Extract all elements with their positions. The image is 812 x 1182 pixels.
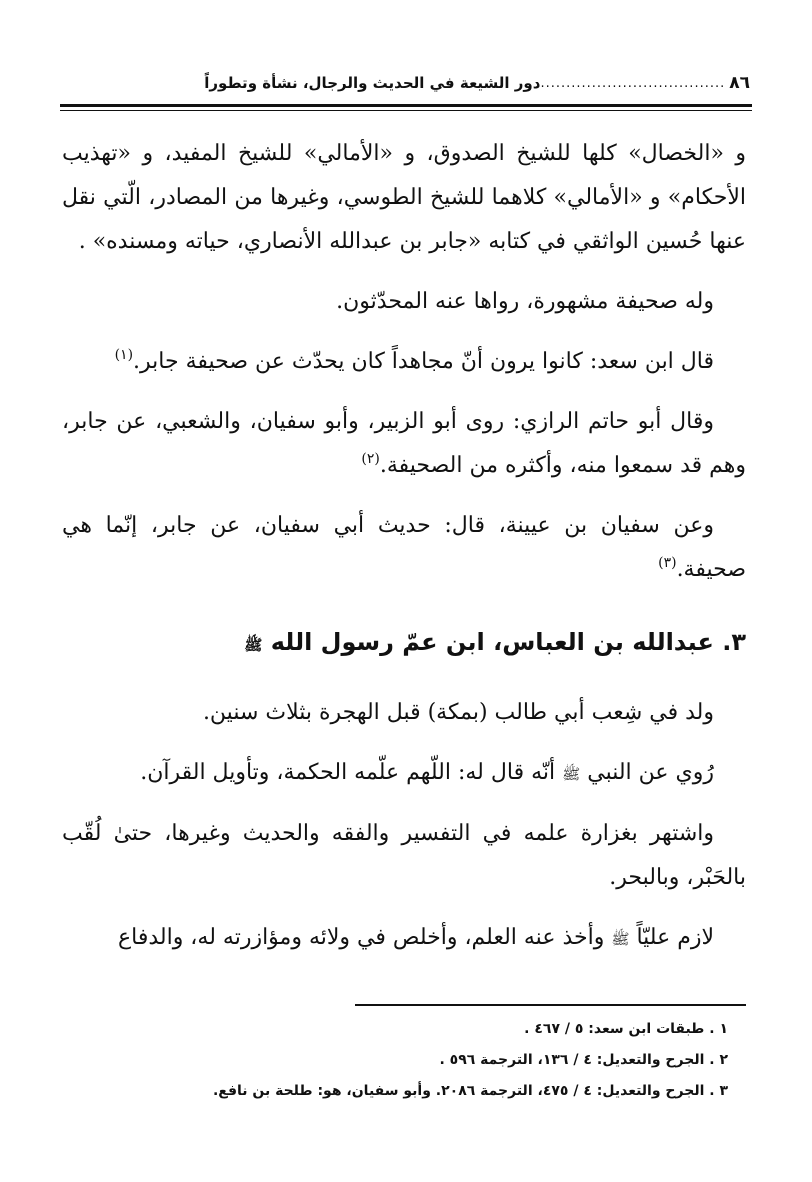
paragraph-text: رُوي عن النبي xyxy=(587,760,714,785)
section-heading xyxy=(62,620,746,667)
footnote-ref-3[interactable]: (٣) xyxy=(658,555,677,571)
paragraph-birth: ولد في شِعب أبي طالب (بمكة) قبل الهجرة بثلاث سنين. xyxy=(202,700,714,725)
paragraph-sahifa: وله صحيفة مشهورة، رواها عنه المحدّثون. xyxy=(336,289,714,314)
footnote-ref-2[interactable]: (٢) xyxy=(361,451,380,467)
paragraph-text: قال ابن سعد: كانوا يرون أنّ مجاهداً كان يحدّث عن صحيفة جابر. xyxy=(133,349,714,374)
footnote-divider xyxy=(355,1004,746,1006)
running-header xyxy=(60,68,750,98)
paragraph-text: أنّه قال له: اللّهم علّمه الحكمة، وتأويل القرآن. xyxy=(140,760,556,785)
paragraph-ibn-saad xyxy=(62,340,746,384)
running-title: دور الشيعة في الحديث والرجال، نشأة وتطوراً xyxy=(204,74,541,92)
honorific-symbol-icon: ﷺ xyxy=(611,930,630,948)
paragraph-knowledge: واشتهر بغزارة علمه في التفسير والفقه والحديث وغيرها، حتىٰ لُقّب بالحَبْر، وبالبحر. xyxy=(62,821,746,890)
footnote-1: ١ . طبقات ابن سعد: ٥ / ٤٦٧ . xyxy=(524,1021,728,1037)
paragraph-ali xyxy=(62,916,746,961)
footnotes xyxy=(62,1016,728,1109)
footnote-3: ٣ . الجرح والتعديل: ٤ / ٤٧٥، الترجمة ٢٠٨٦. وأبو سفيان، هو: طلحة بن نافع. xyxy=(212,1083,728,1099)
page-number: ٨٦ xyxy=(729,73,750,93)
paragraph-text: وعن سفيان بن عيينة، قال: حديث أبي سفيان، عن جابر، إنّما هي صحيفة. xyxy=(62,513,746,582)
main-text xyxy=(62,132,746,977)
paragraph-sources: و «الخصال» كلها للشيخ الصدوق، و «الأمالي» للشيخ المفيد، و «تهذيب الأحكام» و «الأمالي» كلاهما للشيخ الطوسي، وغيرها من المصادر، الّتي نقل عنها حُسين الواثقي في كتابه «جابر بن عبدالله الأنصاري، حياته ومسنده» . xyxy=(62,141,746,254)
header-rule xyxy=(60,104,752,107)
paragraph-abu-hatim xyxy=(62,400,746,488)
paragraph-text: لازم عليّاً xyxy=(636,925,714,950)
paragraph-text: وقال أبو حاتم الرازي: روى أبو الزبير، وأبو سفيان، والشعبي، عن جابر، وهم قد سمعوا منه، وأكثره من الصحيفة. xyxy=(62,409,746,478)
heading-text: ٣. عبدالله بن العباس، ابن عمّ رسول الله xyxy=(270,628,746,656)
honorific-symbol-icon: ﷺ xyxy=(562,765,581,783)
footnote-2: ٢ . الجرح والتعديل: ٤ / ١٣٦، الترجمة ٥٩٦ . xyxy=(439,1052,728,1068)
paragraph-text: وأخذ عنه العلم، وأخلص في ولائه ومؤازرته له، والدفاع xyxy=(117,925,605,950)
header-dots: .................................... xyxy=(540,75,726,91)
paragraph-prayer xyxy=(62,751,746,796)
honorific-symbol-icon: ﷺ xyxy=(244,636,263,654)
paragraph-sufyan xyxy=(62,504,746,592)
header-rule-thin xyxy=(60,110,752,111)
footnote-ref-1[interactable]: (١) xyxy=(114,347,134,363)
